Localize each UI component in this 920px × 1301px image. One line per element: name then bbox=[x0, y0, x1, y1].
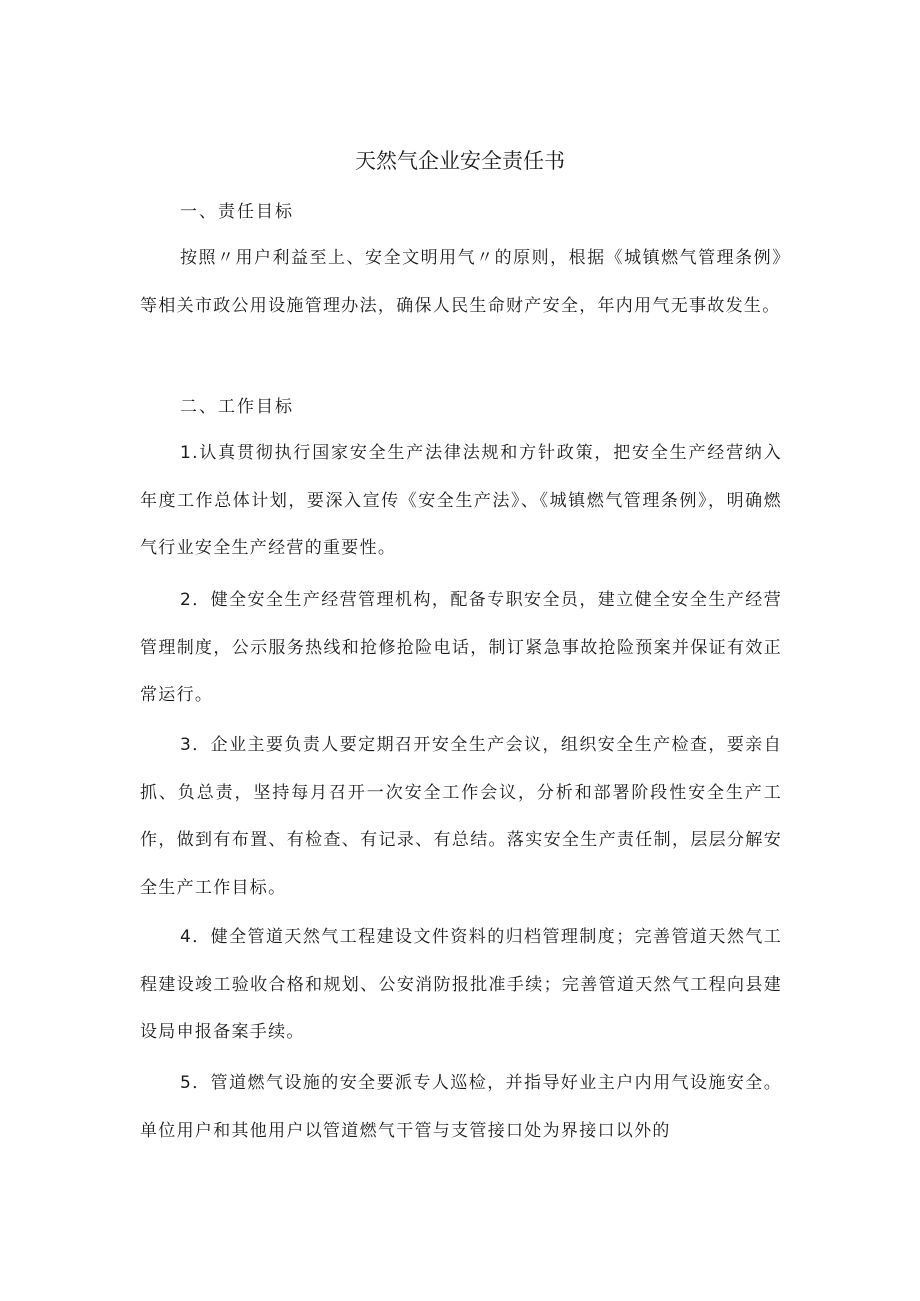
section-heading-responsibility-goal: 一、责任目标 bbox=[180, 202, 294, 222]
document-title: 天然气企业安全责任书 bbox=[355, 149, 565, 173]
work-goal-item-2: 2．健全安全生产经营管理机构，配备专职安全员，建立健全安全生产经营管理制度，公示服务热线和抢修抢险电话，制订紧急事故抢险预案并保证有效正常运行。 bbox=[140, 590, 782, 705]
work-goal-item-5: 5．管道燃气设施的安全要派专人巡检，并指导好业主户内用气设施安全。单位用户和其他用户以管道燃气干管与支管接口处为界接口以外的 bbox=[140, 1073, 782, 1141]
work-goal-item-1: 1.认真贯彻执行国家安全生产法律法规和方针政策，把安全生产经营纳入年度工作总体计划，要深入宣传《安全生产法》、《城镇燃气管理条例》，明确燃气行业安全生产经营的重要性。 bbox=[140, 443, 782, 558]
paragraph-responsibility-goal: 按照〃用户利益至上、安全文明用气〃的原则，根据《城镇燃气管理条例》等相关市政公用设施管理办法，确保人民生命财产安全，年内用气无事故发生。 bbox=[140, 248, 782, 316]
work-goal-item-3: 3．企业主要负责人要定期召开安全生产会议，组织安全生产检查，要亲自抓、负总责，坚持每月召开一次安全工作会议，分析和部署阶段性安全生产工作，做到有布置、有检查、有记录、有总结。落实安全生产责任制，层层分解安全生产工作目标。 bbox=[140, 735, 782, 898]
work-goal-item-4: 4．健全管道天然气工程建设文件资料的归档管理制度；完善管道天然气工程建设竣工验收合格和规划、公安消防报批准手续；完善管道天然气工程向县建设局申报备案手续。 bbox=[140, 927, 782, 1042]
section-heading-work-goal: 二、工作目标 bbox=[180, 397, 294, 417]
